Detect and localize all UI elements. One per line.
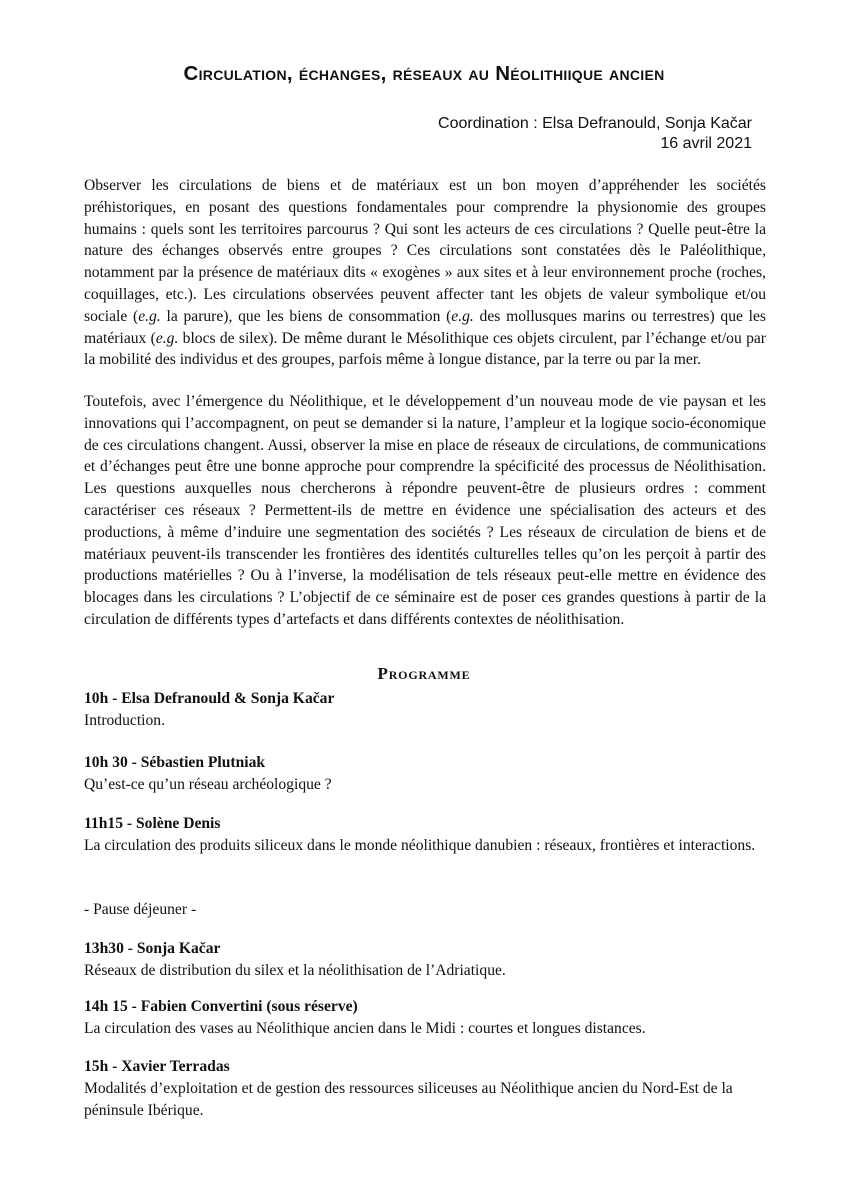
- coordination-block: [438, 114, 752, 154]
- intro-paragraph-1: [84, 175, 766, 371]
- programme-item: [84, 752, 766, 796]
- programme-speaker: 14h 15 - Fabien Convertini (sous réserve): [84, 998, 358, 1015]
- programme-item: [84, 1056, 766, 1121]
- programme-talk: Réseaux de distribution du silex et la néolithisation de l’Adriatique.: [84, 961, 506, 979]
- p1-text-c: des mollusques marins ou terrestres) que les matériaux (: [84, 307, 767, 347]
- p1-text-a: Observer les circulations de biens et de matériaux est un bon moyen d’appréhender les sociétés préhistoriques, en posant des questions fondamentales pour comprendre la physionomie des groupes humains : quels sont les territoires parcourus ? Qui sont les acteurs de ces circulations ? Quelle peut-être la nature des échanges observés entre groupes ? Ces circulations sont constatées dès le Paléolithique, notamment par la présence de matériaux dits « exogènes » aux sites et à leur environnement proche (roches, coquillages, etc.). Les circulations observées peuvent affecter tant les objets de valeur symbolique et/ou sociale (: [84, 177, 766, 325]
- intro-paragraph-2: Toutefois, avec l’émergence du Néolithique, et le développement d’un nouveau mode de vie paysan et les innovations qui l’accompagnent, on peut se demander si la nature, l’ampleur et la logique socio-économique de ces circulations changent. Aussi, observer la mise en place de réseaux de circulations, de communications et d’échanges peut être une bonne approche pour comprendre la spécificité des processus de Néolithisation. Les questions auxquelles nous chercherons à répondre peuvent-être de plusieurs ordres : comment caractériser ces réseaux ? Permettent-ils de mettre en évidence une spécialisation des acteurs et des productions, à même d’induire une segmentation des sociétés ? Les réseaux de circulation de biens et de matériaux peuvent-ils transcender les frontières des identités culturelles telles qu’on les perçoit à partir des productions matérielles ? Ou à l’inverse, la modélisation de tels réseaux peut-elle mettre en évidence des blocages dans les circulations ? L’objectif de ce séminaire est de poser ces grandes questions à partir de la circulation de différents types d’artefacts et dans différents contextes de néolithisation.: [84, 393, 766, 628]
- lunch-break: - Pause déjeuner -: [84, 901, 197, 918]
- programme-speaker: 13h30 - Sonja Kačar: [84, 940, 221, 957]
- programme-item: [84, 938, 766, 982]
- coordination-line: Coordination : Elsa Defranould, Sonja Kačar: [438, 115, 752, 132]
- p1-eg-3: e.g.: [155, 329, 179, 347]
- programme-heading: Programme: [377, 664, 471, 683]
- programme-speaker: 15h - Xavier Terradas: [84, 1058, 230, 1075]
- programme-talk: Qu’est-ce qu’un réseau archéologique ?: [84, 775, 332, 793]
- programme-talk: Introduction.: [84, 711, 165, 729]
- programme-talk: La circulation des vases au Néolithique ancien dans le Midi : courtes et longues distances.: [84, 1019, 646, 1037]
- programme-talk: La circulation des produits siliceux dans le monde néolithique danubien : réseaux, frontières et interactions.: [84, 836, 756, 854]
- programme-speaker: 10h - Elsa Defranould & Sonja Kačar: [84, 690, 335, 707]
- programme-item: [84, 688, 766, 732]
- date-line: 16 avril 2021: [660, 135, 752, 152]
- programme-item: [84, 813, 766, 857]
- programme-talk: Modalités d’exploitation et de gestion des ressources siliceuses au Néolithique ancien du Nord-Est de la péninsule Ibérique.: [84, 1079, 733, 1119]
- document-title: Circulation, échanges, réseaux au Néolithiique ancien: [183, 62, 665, 85]
- p1-eg-2: e.g.: [451, 307, 474, 325]
- programme-speaker: 11h15 - Solène Denis: [84, 815, 221, 832]
- programme-speaker: 10h 30 - Sébastien Plutniak: [84, 754, 266, 771]
- p1-text-d: blocs de silex). De même durant le Mésolithique ces objets circulent, par l’échange et/ou par la mobilité des individus et des groupes, parfois même à longue distance, par la terre ou par la mer.: [84, 329, 766, 369]
- programme-item: [84, 996, 766, 1040]
- p1-text-b: la parure), que les biens de consommation (: [160, 307, 452, 325]
- p1-eg-1: e.g.: [138, 307, 161, 325]
